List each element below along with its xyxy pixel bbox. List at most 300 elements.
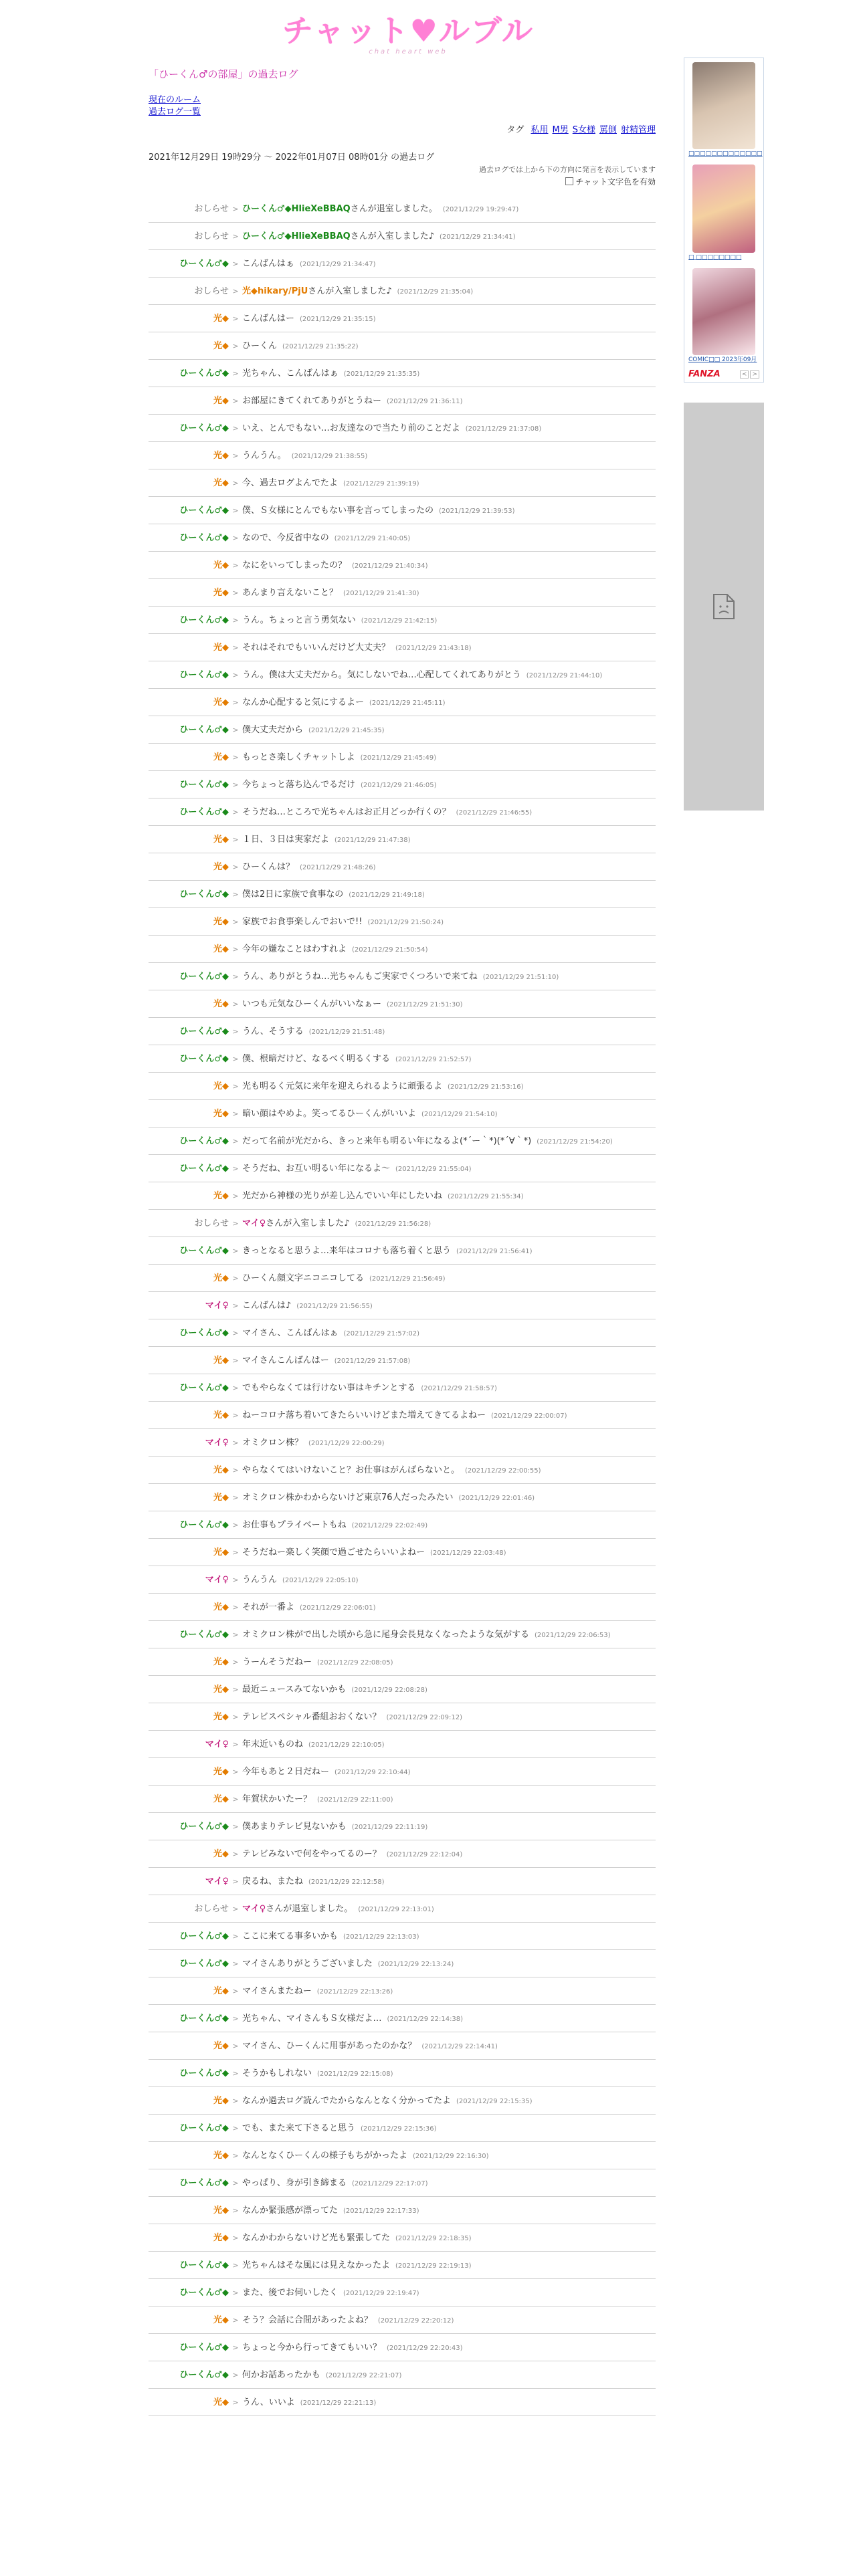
message-row: [149, 661, 656, 689]
speaker-name: 光◆: [213, 944, 229, 954]
message-row: [149, 2115, 656, 2142]
speaker-name: ひーくん♂◆: [179, 2123, 229, 2133]
separator-icon: >: [232, 726, 239, 734]
separator-icon: >: [232, 1329, 239, 1337]
separator-icon: >: [232, 945, 239, 954]
separator-icon: >: [232, 2097, 239, 2105]
message-text: こんばんはー: [242, 314, 295, 324]
message-timestamp: (2021/12/29 21:57:02): [343, 1330, 420, 1337]
logo-text: チャット♥ルブル: [282, 13, 535, 49]
message-timestamp: (2021/12/29 21:42:15): [361, 617, 438, 625]
separator-icon: >: [232, 1959, 239, 1968]
tag-link[interactable]: 射精管理: [620, 125, 656, 135]
separator-icon: >: [232, 1082, 239, 1091]
separator-icon: >: [232, 342, 239, 350]
message-row: [149, 1155, 656, 1182]
announce-user: ひーくん♂◆HlieXeBBAQ: [242, 231, 351, 241]
message-body: [241, 368, 656, 380]
message-timestamp: (2021/12/29 21:54:20): [537, 1138, 613, 1146]
separator-icon: >: [232, 753, 239, 762]
separator-icon: >: [232, 1740, 239, 1749]
separator-icon: >: [232, 479, 239, 488]
speaker-name: 光◆: [213, 999, 229, 1009]
ad-caption-link[interactable]: □□□□□□□□□□□□□: [688, 150, 763, 157]
message-timestamp: (2021/12/29 21:50:24): [367, 919, 444, 926]
ad-prev-button[interactable]: <: [740, 370, 749, 379]
message-timestamp: (2021/12/29 21:37:08): [465, 425, 542, 433]
separator-icon: >: [232, 1932, 239, 1941]
message-body: [241, 1848, 656, 1860]
message-row: [149, 634, 656, 661]
message-row: [149, 1621, 656, 1648]
separator-icon: >: [232, 2124, 239, 2133]
message-body: [241, 669, 656, 681]
message-body: [241, 1163, 656, 1175]
message-timestamp: (2021/12/29 22:21:13): [300, 2399, 377, 2407]
message-text: でも、また来て下さると思う: [242, 2123, 356, 2133]
message-text: うん、そうする: [242, 1027, 304, 1037]
ad-item[interactable]: [684, 160, 763, 264]
message-row: [149, 607, 656, 634]
speaker-name: ひーくん♂◆: [179, 670, 229, 680]
speaker-name: おしらせ: [194, 204, 229, 214]
ad-thumbnail[interactable]: [692, 62, 755, 149]
speaker-name: 光◆: [213, 478, 229, 488]
message-row: [149, 771, 656, 798]
separator-icon: >: [232, 890, 239, 899]
message-text: ひーくん: [242, 341, 278, 351]
message-row: [149, 1786, 656, 1813]
message-body: [241, 752, 656, 764]
message-body: [241, 340, 656, 352]
message-row: [149, 1977, 656, 2005]
message-body: [241, 1574, 656, 1586]
speaker-name: ひーくん♂◆: [179, 725, 229, 735]
speaker-name: ひーくん♂◆: [179, 1054, 229, 1064]
message-timestamp: (2021/12/29 22:19:13): [395, 2262, 472, 2270]
ad-item[interactable]: [684, 264, 763, 366]
message-body: [241, 1026, 656, 1038]
message-timestamp: (2021/12/29 21:48:26): [300, 864, 376, 871]
separator-icon: >: [232, 2206, 239, 2215]
message-body: [241, 1136, 656, 1148]
speaker-name: 光◆: [213, 2397, 229, 2407]
tag-link[interactable]: M男: [552, 125, 569, 135]
message-body: [241, 2397, 656, 2409]
message-timestamp: (2021/12/29 21:54:10): [421, 1111, 498, 1118]
message-text: オミクロン株がで出した頃から急に尾身会長見なくなったような気がする: [242, 1630, 530, 1640]
message-row: [149, 1594, 656, 1621]
separator-icon: >: [232, 616, 239, 625]
message-timestamp: (2021/12/29 21:45:11): [369, 700, 446, 707]
separator-icon: >: [232, 1466, 239, 1475]
ad-list: [684, 58, 763, 366]
message-timestamp: (2021/12/29 21:36:11): [387, 398, 463, 405]
message-body: [241, 2068, 656, 2080]
message-body: [241, 1958, 656, 1970]
message-text: 光だから神様の光りが差し込んでいい年にしたいね: [242, 1191, 443, 1201]
message-timestamp: (2021/12/29 22:19:47): [343, 2290, 419, 2297]
separator-icon: >: [232, 1274, 239, 1283]
message-row: [149, 2169, 656, 2197]
separator-icon: >: [232, 205, 239, 213]
message-timestamp: (2021/12/29 21:38:55): [291, 453, 368, 460]
separator-icon: >: [232, 424, 239, 433]
message-timestamp: (2021/12/29 21:34:47): [300, 261, 376, 268]
message-row: [149, 1484, 656, 1511]
site-logo[interactable]: [281, 13, 535, 62]
separator-icon: >: [232, 671, 239, 679]
message-text: いつも元気なひーくんがいいなぁー: [242, 999, 382, 1009]
message-body: [241, 1300, 656, 1312]
message-timestamp: (2021/12/29 22:21:07): [325, 2372, 402, 2379]
ad-thumbnail[interactable]: [692, 268, 755, 355]
message-body: [241, 1053, 656, 1065]
message-text: 光ちゃんはそな風には見えなかったよ: [242, 2260, 391, 2270]
message-text: やっぱり、身が引き締まる: [242, 2178, 347, 2188]
message-timestamp: (2021/12/29 21:45:35): [308, 727, 385, 734]
speaker-name: ひーくん♂◆: [179, 533, 229, 543]
separator-icon: >: [232, 451, 239, 460]
message-timestamp: (2021/12/29 22:00:29): [308, 1440, 385, 1447]
ad-thumbnail[interactable]: [692, 165, 755, 253]
color-checkbox-row[interactable]: [149, 176, 656, 187]
speaker-name: 光◆: [213, 1712, 229, 1722]
message-text: 家族でお食事楽しんでおいで!!: [242, 917, 363, 927]
speaker-name: 光◆: [213, 1794, 229, 1804]
message-text: お仕事もプライベートもね: [242, 1520, 347, 1530]
speaker-name: ひーくん♂◆: [179, 259, 229, 269]
message-body: [241, 1547, 656, 1559]
separator-icon: >: [232, 397, 239, 405]
separator-icon: >: [232, 2261, 239, 2270]
message-row: [149, 442, 656, 469]
message-text: 僕大丈夫だから: [242, 725, 304, 735]
separator-icon: >: [232, 835, 239, 844]
speaker-name: マイ♀: [205, 1739, 229, 1749]
ad-box: [684, 58, 764, 383]
message-timestamp: (2021/12/29 21:58:57): [421, 1385, 497, 1392]
separator-icon: >: [232, 2371, 239, 2379]
message-timestamp: (2021/12/29 22:10:44): [335, 1769, 411, 1776]
message-text: さんが入室しました♪: [350, 231, 434, 241]
current-room-link[interactable]: 現在のルーム: [149, 95, 201, 105]
speaker-name: マイ♀: [205, 1301, 229, 1311]
message-row: [149, 1648, 656, 1676]
message-body: [241, 2013, 656, 2025]
message-timestamp: (2021/12/29 21:51:10): [482, 974, 559, 981]
message-text: マイさんこんばんはー: [242, 1356, 329, 1366]
separator-icon: >: [232, 1411, 239, 1420]
message-row: [149, 2279, 656, 2306]
tag-link[interactable]: 私用: [531, 125, 549, 135]
message-row: [149, 990, 656, 1018]
speaker-name: ひーくん♂◆: [179, 2370, 229, 2380]
message-text: 光ちゃん、マイさんもＳ女様だよ…: [242, 2014, 382, 2024]
announce-row: [149, 195, 656, 223]
message-timestamp: (2021/12/29 21:56:55): [296, 1303, 373, 1310]
separator-icon: >: [232, 287, 239, 296]
message-body: [241, 2260, 656, 2272]
message-row: [149, 798, 656, 826]
speaker-name: 光◆: [213, 2096, 229, 2106]
message-row: [149, 1018, 656, 1045]
message-row: [149, 1511, 656, 1539]
message-body: [241, 2095, 656, 2107]
message-timestamp: (2021/12/29 22:11:00): [317, 1796, 393, 1804]
message-body: [241, 532, 656, 544]
message-timestamp: (2021/12/29 21:35:22): [282, 343, 359, 350]
speaker-name: ひーくん♂◆: [179, 2260, 229, 2270]
main-column: [149, 66, 656, 2416]
ad-item[interactable]: [684, 58, 763, 160]
message-timestamp: (2021/12/29 21:51:30): [387, 1001, 463, 1008]
message-text: うん、ありがとうね…光ちゃんもご実家でくつろいで来てね: [242, 972, 478, 982]
message-timestamp: (2021/12/29 21:56:28): [355, 1220, 432, 1228]
message-text: うん、いいよ: [242, 2397, 295, 2407]
message-text: きっとなると思うよ…来年はコロナも落ち着くと思う: [242, 1246, 452, 1256]
message-body: [241, 1410, 656, 1422]
message-row: [149, 1429, 656, 1457]
color-checkbox[interactable]: [565, 177, 573, 185]
message-timestamp: (2021/12/29 22:10:05): [308, 1741, 385, 1749]
speaker-name: ひーくん♂◆: [179, 972, 229, 982]
message-timestamp: (2021/12/29 22:00:07): [491, 1412, 567, 1420]
separator-icon: >: [232, 1877, 239, 1886]
ad-caption-link[interactable]: □ □□□□□□□□: [688, 254, 742, 261]
ad-pager: [739, 371, 759, 378]
speaker-name: おしらせ: [194, 1904, 229, 1914]
speaker-name: ひーくん♂◆: [179, 615, 229, 625]
speaker-name: 光◆: [213, 560, 229, 570]
speaker-name: ひーくん♂◆: [179, 2288, 229, 2298]
speaker-name: 光◆: [213, 1356, 229, 1366]
separator-icon: >: [232, 1630, 239, 1639]
message-body: [241, 1519, 656, 1531]
message-timestamp: (2021/12/29 22:03:48): [430, 1549, 506, 1557]
speaker-name: 光◆: [213, 2041, 229, 2051]
message-timestamp: (2021/12/29 21:41:30): [343, 590, 419, 597]
separator-icon: >: [232, 1795, 239, 1804]
tag-link[interactable]: 罵倒: [599, 125, 617, 135]
separator-icon: >: [232, 698, 239, 707]
message-text: なんか心配すると気にするよー: [242, 697, 365, 708]
message-text: 僕、根暗だけど、なるべく明るくする: [242, 1054, 391, 1064]
speaker-name: 光◆: [213, 2151, 229, 2161]
message-body: [241, 1382, 656, 1394]
message-row: [149, 2060, 656, 2087]
message-timestamp: (2021/12/29 21:45:49): [360, 754, 437, 762]
separator-icon: >: [232, 1850, 239, 1858]
separator-icon: >: [232, 1767, 239, 1776]
separator-icon: >: [232, 2069, 239, 2078]
message-body: [241, 2287, 656, 2299]
separator-icon: >: [232, 588, 239, 597]
ad-next-button[interactable]: >: [750, 370, 759, 379]
speaker-name: 光◆: [213, 835, 229, 845]
page-title: 「ひーくん♂の部屋」の過去ログ: [149, 68, 298, 80]
message-row: [149, 908, 656, 936]
separator-icon: >: [232, 863, 239, 871]
message-timestamp: (2021/12/29 22:16:30): [413, 2153, 489, 2160]
tag-link[interactable]: S女様: [572, 125, 595, 135]
speaker-name: 光◆: [213, 1657, 229, 1667]
message-timestamp: (2021/12/29 22:14:41): [421, 2043, 498, 2050]
message-timestamp: (2021/12/29 22:18:35): [395, 2235, 472, 2242]
message-row: [149, 1128, 656, 1155]
message-body: [241, 1739, 656, 1751]
message-body: [241, 203, 656, 215]
separator-icon: >: [232, 232, 239, 241]
message-timestamp: (2021/12/29 22:15:08): [317, 2070, 393, 2078]
message-body: [241, 2205, 656, 2217]
message-row: [149, 1374, 656, 1402]
message-row: [149, 716, 656, 744]
message-body: [241, 1327, 656, 1339]
speaker-name: ひーくん♂◆: [179, 807, 229, 817]
message-timestamp: (2021/12/29 21:50:54): [352, 946, 428, 954]
speaker-name: 光◆: [213, 1986, 229, 1996]
message-timestamp: (2021/12/29 21:35:35): [343, 370, 420, 378]
separator-icon: >: [232, 1521, 239, 1529]
message-text: また、後でお伺いしたく: [242, 2288, 339, 2298]
message-text: ひーくんは？: [242, 862, 295, 872]
message-body: [241, 1629, 656, 1641]
past-log-list-link[interactable]: 過去ログ一覧: [149, 107, 201, 117]
message-text: ここに来てる事多いかも: [242, 1931, 339, 1941]
message-text: 何かお話あったかも: [242, 2370, 320, 2380]
message-timestamp: (2021/12/29 21:56:49): [369, 1275, 446, 1283]
fanza-logo[interactable]: FANZA: [688, 369, 721, 379]
message-text: 年末近いものね: [242, 1739, 304, 1749]
message-body: [241, 834, 656, 846]
message-body: [241, 587, 656, 599]
separator-icon: >: [232, 1438, 239, 1447]
separator-icon: >: [232, 1027, 239, 1036]
speaker-name: 光◆: [213, 697, 229, 708]
speaker-name: ひーくん♂◆: [179, 1164, 229, 1174]
message-text: こんばんは♪: [242, 1301, 292, 1311]
ad-placeholder-panel: [684, 403, 764, 811]
chat-log: [149, 195, 656, 2416]
log-period: 2021年12月29日 19時29分 〜 2022年01月07日 08時01分 の過去ログ: [149, 152, 435, 163]
message-body: [241, 1081, 656, 1093]
separator-icon: >: [232, 1384, 239, 1392]
separator-icon: >: [232, 1987, 239, 1996]
separator-icon: >: [232, 1905, 239, 1913]
speaker-name: 光◆: [213, 1109, 229, 1119]
message-body: [241, 2232, 656, 2244]
speaker-name: ひーくん♂◆: [179, 423, 229, 433]
message-row: [149, 1292, 656, 1319]
message-timestamp: (2021/12/29 22:02:49): [351, 1522, 428, 1529]
message-body: [241, 2150, 656, 2162]
message-body: [241, 1602, 656, 1614]
message-row: [149, 2142, 656, 2169]
message-row: [149, 744, 656, 771]
speaker-name: ひーくん♂◆: [179, 2178, 229, 2188]
ad-sidebar: [684, 58, 764, 811]
message-body: [241, 1931, 656, 1943]
separator-icon: >: [232, 2343, 239, 2352]
message-body: [241, 1245, 656, 1257]
speaker-name: 光◆: [213, 1410, 229, 1420]
message-text: そうだね、お互い明るい年になるよ〜: [242, 1164, 391, 1174]
message-row: [149, 1457, 656, 1484]
message-text: こんばんはぁ: [242, 259, 295, 269]
message-body: [241, 1355, 656, 1367]
message-body: [241, 2123, 656, 2135]
separator-icon: >: [232, 534, 239, 542]
speaker-name: ひーくん♂◆: [179, 1136, 229, 1146]
message-row: [149, 881, 656, 908]
speaker-name: 光◆: [213, 752, 229, 762]
broken-file-icon: [712, 593, 735, 620]
message-body: [241, 477, 656, 490]
separator-icon: >: [232, 780, 239, 789]
separator-icon: >: [232, 1247, 239, 1255]
separator-icon: >: [232, 918, 239, 926]
message-body: [241, 889, 656, 901]
message-timestamp: (2021/12/29 22:13:03): [343, 1933, 419, 1941]
message-body: [241, 1273, 656, 1285]
message-timestamp: (2021/12/29 21:39:19): [343, 480, 419, 488]
message-row: [149, 1182, 656, 1210]
message-body: [241, 971, 656, 983]
message-text: それはそれでもいいんだけど大丈夫？: [242, 643, 391, 653]
message-body: [241, 560, 656, 572]
message-timestamp: (2021/12/29 22:00:55): [465, 1467, 541, 1475]
message-row: [149, 305, 656, 332]
message-body: [241, 450, 656, 462]
separator-icon: >: [232, 1000, 239, 1008]
message-text: 今ちょっと落ち込んでるだけ: [242, 780, 356, 790]
message-timestamp: (2021/12/29 21:34:41): [439, 233, 516, 241]
message-body: [241, 231, 656, 243]
message-timestamp: (2021/12/29 21:51:48): [308, 1029, 385, 1036]
message-timestamp: (2021/12/29 21:40:34): [352, 562, 428, 570]
message-timestamp: (2021/12/29 22:20:43): [387, 2345, 463, 2352]
message-timestamp: (2021/12/29 22:11:19): [351, 1824, 428, 1831]
message-row: [149, 360, 656, 387]
speaker-name: 光◆: [213, 643, 229, 653]
message-row: [149, 497, 656, 524]
message-body: [241, 1465, 656, 1477]
speaker-name: ひーくん♂◆: [179, 1520, 229, 1530]
message-body: [241, 1876, 656, 1888]
separator-icon: >: [232, 1055, 239, 1063]
message-body: [241, 2177, 656, 2189]
message-timestamp: (2021/12/29 21:35:15): [300, 316, 376, 323]
message-row: [149, 1045, 656, 1073]
message-text: なので、今反省中なの: [242, 533, 329, 543]
message-timestamp: (2021/12/29 19:29:47): [442, 206, 519, 213]
message-text: マイさんまたねー: [242, 1986, 312, 1996]
message-row: [149, 1840, 656, 1868]
speaker-name: 光◆: [213, 1465, 229, 1475]
message-body: [241, 615, 656, 627]
message-text: うーんそうだねー: [242, 1657, 312, 1667]
message-text: いえ、とんでもない…お友達なので当たり前のことだよ: [242, 423, 460, 433]
message-body: [241, 313, 656, 325]
speaker-name: おしらせ: [194, 231, 229, 241]
ad-caption-link[interactable]: COMIC□□ 2023年09月: [688, 356, 757, 363]
message-timestamp: (2021/12/29 21:55:04): [395, 1166, 472, 1173]
speaker-name: ひーくん♂◆: [179, 1328, 229, 1338]
message-row: [149, 552, 656, 579]
message-row: [149, 469, 656, 497]
message-timestamp: (2021/12/29 21:46:55): [456, 809, 533, 817]
